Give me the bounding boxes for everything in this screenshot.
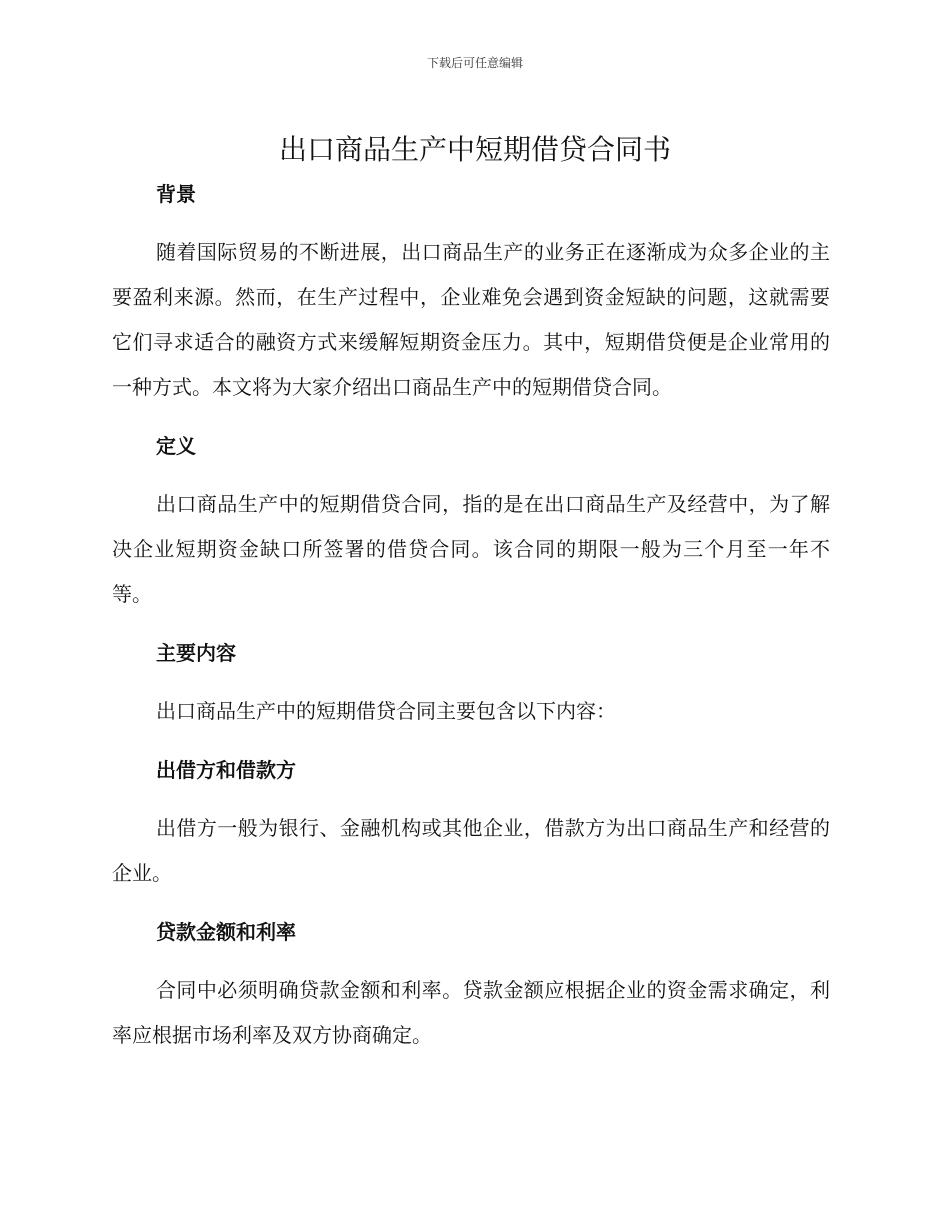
paragraph-definition: 出口商品生产中的短期借贷合同，指的是在出口商品生产及经营中，为了解决企业短期资金缺口所签署的借贷合同。该合同的期限一般为三个月至一年不等。	[112, 492, 830, 606]
paragraph-lender-borrower: 出借方一般为银行、金融机构或其他企业，借款方为出口商品生产和经营的企业。	[112, 816, 830, 885]
section-heading-main-content: 主要内容	[156, 641, 236, 665]
paragraph-background: 随着国际贸易的不断进展，出口商品生产的业务正在逐渐成为众多企业的主要盈利来源。然而，在生产过程中，企业难免会遇到资金短缺的问题，这就需要它们寻求适合的融资方式来缓解短期资金压力。其中，短期借贷便是企业常用的一种方式。本文将为大家介绍出口商品生产中的短期借贷合同。	[112, 240, 830, 399]
document-body	[112, 176, 830, 1058]
header-note: 下载后可任意编辑	[426, 56, 523, 70]
document-title: 出口商品生产中短期借贷合同书	[278, 133, 671, 166]
section-heading-definition: 定义	[156, 434, 196, 458]
section-heading-amount-rate: 贷款金额和利率	[156, 920, 296, 944]
paragraph-amount-rate: 合同中必须明确贷款金额和利率。贷款金额应根据企业的资金需求确定，利率应根据市场利率及双方协商确定。	[112, 978, 830, 1047]
section-heading-background: 背景	[156, 182, 196, 206]
section-heading-lender-borrower: 出借方和借款方	[156, 758, 296, 782]
paragraph-main-content: 出口商品生产中的短期借贷合同主要包含以下内容：	[156, 699, 616, 723]
